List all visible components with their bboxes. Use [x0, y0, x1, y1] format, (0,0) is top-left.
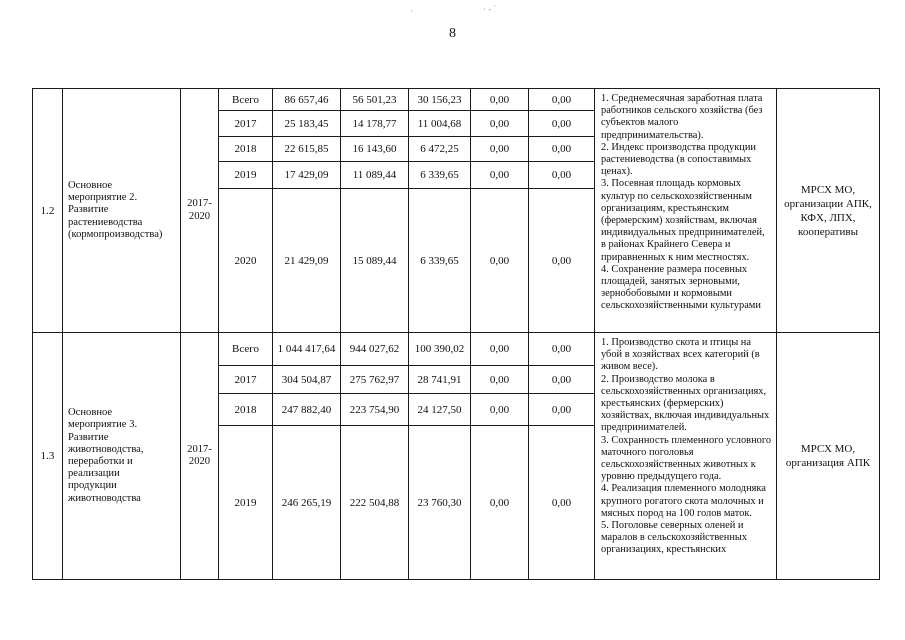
value-text: 0,00	[489, 169, 510, 181]
value-text: 1 044 417,64	[277, 343, 336, 355]
value-federal	[340, 332, 408, 365]
value-regional	[408, 161, 470, 188]
value-text: 11 089,44	[352, 169, 397, 181]
year-cell	[218, 110, 272, 136]
value-extra	[528, 88, 594, 110]
row-number: 1.3	[40, 450, 55, 462]
value-text: 0,00	[551, 343, 572, 355]
value-extra	[528, 332, 594, 365]
value-text: 56 501,23	[352, 93, 397, 106]
scan-mark-dot: ·	[410, 6, 413, 16]
value-text: 6 472,25	[420, 143, 459, 155]
value-text: 0,00	[489, 254, 510, 267]
value-extra	[528, 110, 594, 136]
value-text: 304 504,87	[281, 373, 332, 386]
value-total	[272, 188, 340, 332]
indicators-text: 1. Производство скота и птицы на убой в хозяйствах всех категорий (в живом весе). 2. Производство молока в сельскохозяйственных организациях, крестьянских (фермерских) хозяйствах, включая индивидуальных предпринимателей. 3. Сохранность племенного условного маточного поголовья сельскохозяйственных животных к уровню предыдущего года. 4. Реализация племенного молодняка крупного рогатого скота молочных и мясных пород на 100 голов маток. 5. Поголовье северных оленей и маралов в сельскохозяйственных организациях, крестьянских	[601, 337, 772, 556]
value-text: 28 741,91	[417, 373, 462, 386]
value-text: 11 004,68	[417, 117, 462, 130]
value-local	[470, 365, 528, 393]
value-extra	[528, 136, 594, 161]
year-cell	[218, 188, 272, 332]
value-regional	[408, 425, 470, 580]
year-cell	[218, 88, 272, 110]
measure-name: Основное мероприятие 2. Развитие растениеводства (кормопроизводства)	[68, 179, 163, 240]
value-text: 0,00	[551, 169, 572, 181]
value-federal	[340, 393, 408, 425]
row-number-cell	[32, 88, 62, 332]
value-text: 0,00	[551, 93, 572, 106]
value-text: 0,00	[551, 496, 572, 509]
value-text: 275 762,97	[349, 373, 400, 386]
page-number: 8	[449, 26, 456, 41]
value-text: 944 027,62	[349, 343, 400, 355]
value-regional	[408, 332, 470, 365]
value-text: 23 760,30	[417, 496, 462, 509]
value-federal	[340, 88, 408, 110]
indicators-text: 1. Среднемесячная заработная плата работников сельского хозяйства (без субъектов малого предпринимательства). 2. Индекс производства продукции растениеводства (в сопоставимых ценах). 3. Посевная площадь кормовых культур по сельскохозяйственным организациям, крестьянским (фермерским) хозяйствам, включая индивидуальных предпринимателей, в районах Крайнего Севера и приравненных к ним местностях. 4. Сохранение размера посевных площадей, занятых зерновыми, зернобобовыми и кормовыми сельскохозяйственными культурами	[601, 93, 765, 312]
value-total	[272, 88, 340, 110]
executors-text: МРСХ МО, организация АПК	[785, 443, 871, 469]
value-regional	[408, 365, 470, 393]
year-cell	[218, 425, 272, 580]
value-local	[470, 136, 528, 161]
value-text: 247 882,40	[281, 403, 332, 416]
year-label: Всего	[232, 93, 259, 106]
value-total	[272, 161, 340, 188]
value-text: 0,00	[489, 343, 510, 355]
value-text: 15 089,44	[352, 254, 397, 267]
value-text: 0,00	[489, 496, 510, 509]
period-cell	[180, 88, 218, 332]
value-text: 17 429,09	[284, 169, 329, 181]
indicators-cell	[594, 88, 776, 332]
value-federal	[340, 136, 408, 161]
value-total	[272, 136, 340, 161]
year-label: 2017	[234, 373, 257, 386]
value-text: 0,00	[489, 373, 510, 386]
value-total	[272, 393, 340, 425]
period: 2017- 2020	[187, 443, 212, 467]
value-text: 21 429,09	[284, 254, 329, 267]
value-text: 222 504,88	[349, 496, 400, 509]
value-text: 6 339,65	[420, 254, 459, 267]
value-text: 0,00	[489, 93, 510, 106]
value-text: 0,00	[551, 373, 572, 386]
value-total	[272, 365, 340, 393]
executors-cell	[776, 88, 880, 332]
value-extra	[528, 188, 594, 332]
measure-name-cell	[62, 88, 180, 332]
value-text: 30 156,23	[417, 93, 462, 106]
value-local	[470, 161, 528, 188]
row-number: 1.2	[40, 204, 55, 217]
year-label: 2018	[234, 143, 257, 155]
value-text: 100 390,02	[414, 343, 465, 355]
value-regional	[408, 136, 470, 161]
value-federal	[340, 110, 408, 136]
value-regional	[408, 88, 470, 110]
value-extra	[528, 161, 594, 188]
value-text: 223 754,90	[349, 403, 400, 416]
value-local	[470, 88, 528, 110]
value-text: 6 339,65	[420, 169, 459, 181]
value-text: 86 657,46	[284, 93, 329, 106]
value-total	[272, 110, 340, 136]
year-label: 2020	[234, 254, 257, 267]
value-text: 0,00	[489, 403, 510, 416]
value-text: 0,00	[551, 403, 572, 416]
value-extra	[528, 365, 594, 393]
year-cell	[218, 365, 272, 393]
value-extra	[528, 393, 594, 425]
scan-mark-dashes: · - ˙	[483, 4, 497, 14]
value-local	[470, 332, 528, 365]
value-federal	[340, 425, 408, 580]
executors-text: МРСХ МО, организации АПК, КФХ, ЛПХ, кооперативы	[784, 183, 872, 238]
value-text: 0,00	[489, 143, 510, 155]
measure-name: Основное мероприятие 3. Развитие животноводства, переработки и реализации продукции животноводства	[68, 407, 144, 504]
year-label: 2018	[234, 403, 257, 416]
year-label: 2019	[234, 169, 257, 181]
row-number-cell	[32, 332, 62, 580]
year-label: 2019	[234, 496, 257, 509]
value-text: 0,00	[551, 143, 572, 155]
year-cell	[218, 161, 272, 188]
value-local	[470, 188, 528, 332]
value-total	[272, 425, 340, 580]
value-text: 246 265,19	[281, 496, 332, 509]
value-federal	[340, 365, 408, 393]
executors-cell	[776, 332, 880, 580]
indicators-cell	[594, 332, 776, 580]
value-text: 0,00	[489, 117, 510, 130]
value-regional	[408, 393, 470, 425]
value-total	[272, 332, 340, 365]
period-cell	[180, 332, 218, 580]
measure-name-cell	[62, 332, 180, 580]
value-federal	[340, 188, 408, 332]
year-cell	[218, 136, 272, 161]
value-text: 0,00	[551, 254, 572, 267]
value-text: 22 615,85	[284, 143, 329, 155]
year-label: Всего	[232, 343, 259, 355]
year-cell	[218, 332, 272, 365]
value-text: 16 143,60	[352, 143, 397, 155]
year-cell	[218, 393, 272, 425]
value-text: 25 183,45	[284, 117, 329, 130]
value-local	[470, 110, 528, 136]
value-local	[470, 393, 528, 425]
year-label: 2017	[234, 117, 257, 130]
value-federal	[340, 161, 408, 188]
value-text: 14 178,77	[352, 117, 397, 130]
value-local	[470, 425, 528, 580]
value-regional	[408, 110, 470, 136]
value-extra	[528, 425, 594, 580]
period: 2017- 2020	[187, 198, 212, 222]
value-regional	[408, 188, 470, 332]
value-text: 24 127,50	[417, 403, 462, 416]
value-text: 0,00	[551, 117, 572, 130]
